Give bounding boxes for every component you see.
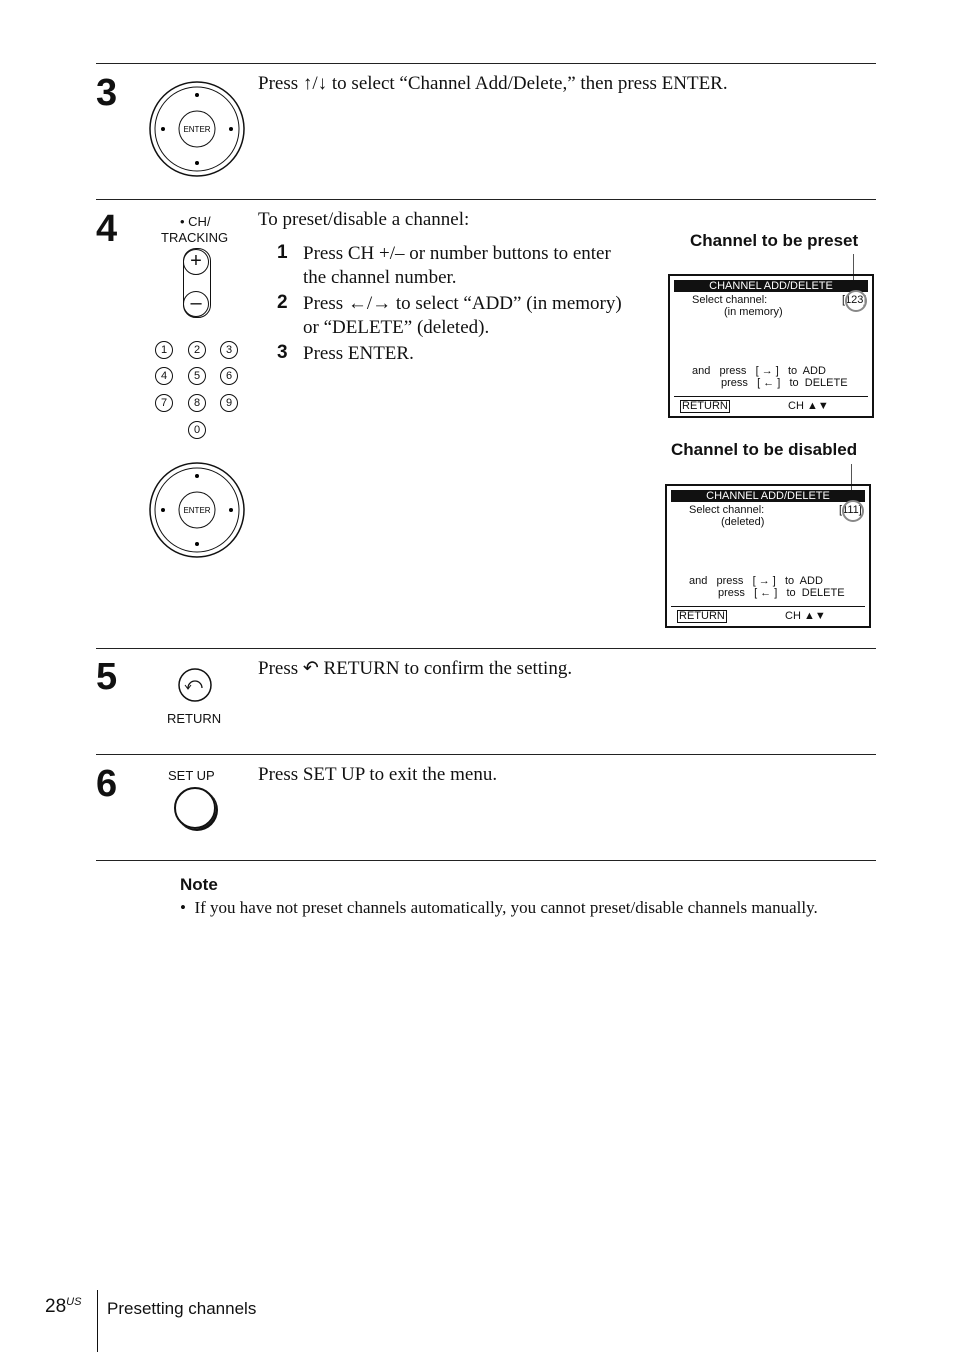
osd-ch: CH ▲▼ bbox=[785, 610, 826, 622]
enter-button-icon bbox=[148, 80, 246, 178]
divider bbox=[96, 648, 876, 649]
number-key-1[interactable]: 1 bbox=[155, 341, 173, 359]
step-3-instruction: Press ↑/↓ to select “Channel Add/Delete,” then press ENTER. bbox=[258, 73, 728, 94]
number-key-8[interactable]: 8 bbox=[188, 394, 206, 412]
divider bbox=[96, 199, 876, 200]
osd-select-label: Select channel: bbox=[692, 294, 768, 306]
substep-number: 1 bbox=[277, 242, 288, 263]
section-title: Presetting channels bbox=[107, 1299, 257, 1318]
page-number bbox=[45, 1296, 81, 1318]
substep-number: 2 bbox=[277, 292, 288, 313]
note-bullet: • If you have not preset channels automatically, you cannot preset/disable channels manually. bbox=[180, 898, 818, 917]
osd-channel-value: 111 bbox=[842, 504, 859, 516]
substep-3-text: Press ENTER. bbox=[303, 343, 414, 364]
substep-line: the channel number. bbox=[303, 267, 457, 288]
substep-number: 3 bbox=[277, 342, 288, 363]
footer-divider bbox=[97, 1290, 98, 1352]
number-key-7[interactable]: 7 bbox=[155, 394, 173, 412]
page-number-value: 28 bbox=[45, 1296, 67, 1317]
osd-channel: [123] bbox=[842, 294, 867, 306]
step-4-intro: To preset/disable a channel: bbox=[258, 209, 470, 230]
number-key-5[interactable]: 5 bbox=[188, 367, 206, 385]
highlight-circle bbox=[845, 290, 867, 312]
number-key-4[interactable]: 4 bbox=[155, 367, 173, 385]
osd-title: CHANNEL ADD/DELETE bbox=[674, 280, 868, 292]
number-key-2[interactable]: 2 bbox=[188, 341, 206, 359]
ch-minus-button[interactable]: – bbox=[183, 291, 209, 317]
osd-delete-line: press [ ← ] to DELETE bbox=[718, 587, 845, 599]
osd-select-label: Select channel: bbox=[689, 504, 765, 516]
divider bbox=[96, 63, 876, 64]
step-6-instruction: Press SET UP to exit the menu. bbox=[258, 764, 498, 785]
osd-add-line: and press [ → ] to ADD bbox=[692, 365, 826, 377]
step-number: 3 bbox=[96, 72, 118, 114]
ch-plus-button[interactable]: + bbox=[183, 249, 209, 275]
osd-ch: CH ▲▼ bbox=[788, 400, 829, 412]
ch-label: • CH/ bbox=[180, 214, 211, 229]
osd-screen-disabled bbox=[665, 484, 871, 628]
osd-return: RETURN bbox=[679, 610, 725, 622]
enter-button-icon bbox=[148, 461, 246, 559]
substep-line: or “DELETE” (deleted). bbox=[303, 317, 490, 338]
substep-2-text bbox=[303, 292, 622, 340]
note-heading: Note bbox=[180, 875, 218, 894]
number-key-9[interactable]: 9 bbox=[220, 394, 238, 412]
step-number: 4 bbox=[96, 208, 118, 250]
setup-label: SET UP bbox=[168, 768, 215, 783]
note-text: If you have not preset channels automatically, you cannot preset/disable channels manually. bbox=[194, 898, 818, 917]
callout-disabled: Channel to be disabled bbox=[671, 440, 858, 459]
highlight-circle bbox=[842, 500, 864, 522]
step-number: 6 bbox=[96, 763, 118, 805]
osd-divider bbox=[674, 396, 868, 397]
osd-status: (in memory) bbox=[724, 306, 783, 318]
svg-text:ENTER: ENTER bbox=[183, 125, 211, 134]
ch-rocker[interactable] bbox=[183, 248, 211, 318]
number-key-0[interactable]: 0 bbox=[188, 421, 206, 439]
osd-title: CHANNEL ADD/DELETE bbox=[671, 490, 865, 502]
return-label: RETURN bbox=[167, 711, 222, 726]
osd-return: RETURN bbox=[682, 400, 728, 412]
divider bbox=[96, 754, 876, 755]
number-key-3[interactable]: 3 bbox=[220, 341, 238, 359]
divider bbox=[96, 860, 876, 861]
step-number: 5 bbox=[96, 656, 118, 698]
osd-add-line: and press [ → ] to ADD bbox=[689, 575, 823, 587]
return-button-icon bbox=[176, 666, 214, 704]
osd-screen-preset bbox=[668, 274, 874, 418]
step-5-instruction: Press ↶ RETURN to confirm the setting. bbox=[258, 658, 573, 679]
osd-channel-value: 123 bbox=[845, 294, 864, 306]
osd-divider bbox=[671, 606, 865, 607]
substep-line: Press ←/→ to select “ADD” (in memory) bbox=[303, 293, 622, 314]
tracking-label: TRACKING bbox=[161, 230, 229, 245]
number-key-6[interactable]: 6 bbox=[220, 367, 238, 385]
setup-button[interactable] bbox=[174, 787, 216, 829]
osd-delete-line: press [ ← ] to DELETE bbox=[721, 377, 848, 389]
substep-line: Press CH +/– or number buttons to enter bbox=[303, 243, 611, 264]
page-suffix: US bbox=[66, 1296, 82, 1308]
svg-text:ENTER: ENTER bbox=[183, 506, 211, 515]
osd-channel: [111] bbox=[839, 504, 862, 516]
osd-status: (deleted) bbox=[721, 516, 765, 528]
callout-preset: Channel to be preset bbox=[690, 231, 859, 250]
substep-1-text bbox=[303, 242, 611, 290]
